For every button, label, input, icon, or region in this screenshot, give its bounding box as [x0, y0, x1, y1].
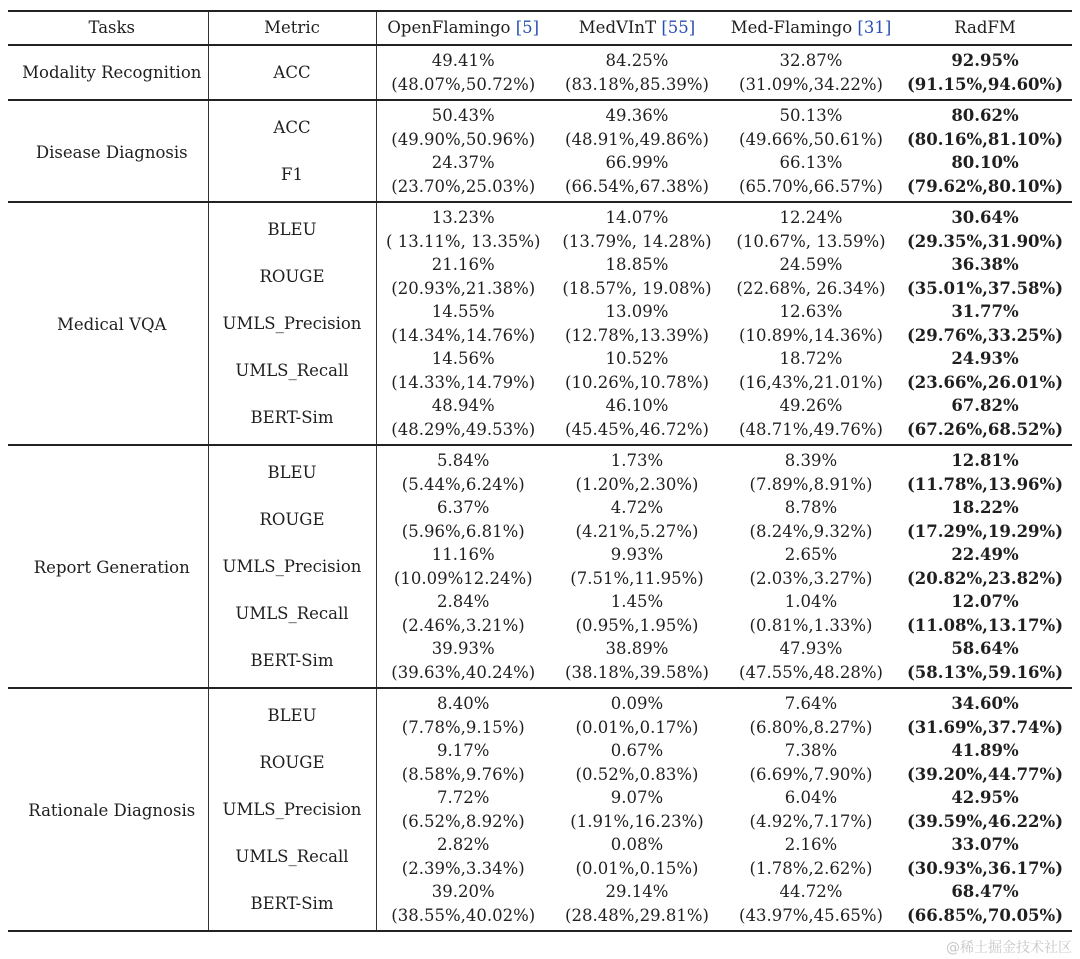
confidence-interval: (5.96%,6.81%): [401, 521, 525, 541]
citation-link[interactable]: [5]: [515, 18, 540, 38]
confidence-interval: (48.71%,49.76%): [739, 419, 883, 439]
value-cell: [376, 253, 550, 300]
task-group: [8, 688, 1072, 931]
value-cell: [724, 394, 898, 445]
confidence-interval: (7.51%,11.95%): [570, 568, 704, 588]
task-group: [8, 202, 1072, 445]
score-value: 48.94%: [431, 396, 495, 415]
score-value: 39.20%: [431, 882, 495, 901]
confidence-interval: (65.70%,66.57%): [739, 176, 883, 196]
value-cell: [724, 202, 898, 253]
score-value: 18.72%: [779, 349, 843, 368]
value-cell: [550, 496, 724, 543]
confidence-interval: (12.78%,13.39%): [565, 325, 709, 345]
score-value: 49.41%: [431, 51, 495, 70]
score-value: 12.24%: [779, 208, 843, 227]
value-cell: [376, 202, 550, 253]
score-value: 92.95%: [951, 51, 1019, 70]
value-cell: [724, 833, 898, 880]
value-cell: [376, 394, 550, 445]
score-value: 46.10%: [605, 396, 669, 415]
value-cell: [724, 786, 898, 833]
confidence-interval: (7.78%,9.15%): [401, 717, 525, 737]
confidence-interval: (5.44%,6.24%): [401, 474, 525, 494]
score-value: 50.13%: [779, 106, 843, 125]
value-cell: [376, 100, 550, 151]
task-group: [8, 45, 1072, 100]
confidence-interval: (1.20%,2.30%): [575, 474, 699, 494]
confidence-interval: (2.46%,3.21%): [401, 615, 525, 635]
value-cell: [898, 543, 1072, 590]
score-value: 12.63%: [779, 302, 843, 321]
score-value: 24.93%: [951, 349, 1019, 368]
confidence-interval: (29.76%,33.25%): [906, 325, 1064, 345]
score-value: 13.09%: [605, 302, 669, 321]
metric-name: BLEU: [208, 202, 376, 253]
score-value: 2.84%: [437, 592, 490, 611]
value-cell: [898, 786, 1072, 833]
value-cell: [724, 637, 898, 688]
score-value: 18.85%: [605, 255, 669, 274]
score-value: 44.72%: [779, 882, 843, 901]
confidence-interval: (14.33%,14.79%): [391, 372, 536, 392]
score-value: 24.59%: [779, 255, 843, 274]
watermark: @稀土掘金技术社区: [946, 940, 1072, 956]
results-table: [8, 10, 1072, 932]
value-cell: [898, 496, 1072, 543]
value-cell: [724, 543, 898, 590]
confidence-interval: (6.52%,8.92%): [401, 811, 525, 831]
score-value: 31.77%: [951, 302, 1019, 321]
value-cell: [724, 688, 898, 739]
value-cell: [724, 739, 898, 786]
confidence-interval: (8.58%,9.76%): [401, 764, 525, 784]
confidence-interval: (29.35%,31.90%): [906, 231, 1064, 251]
score-value: 0.67%: [610, 741, 664, 760]
value-cell: [724, 100, 898, 151]
score-value: 30.64%: [951, 208, 1019, 227]
value-cell: [550, 347, 724, 394]
header-model-openflamingo: [376, 11, 550, 45]
value-cell: [550, 833, 724, 880]
score-value: 49.26%: [779, 396, 843, 415]
confidence-interval: (67.26%,68.52%): [906, 419, 1064, 439]
score-value: 66.99%: [605, 153, 669, 172]
score-value: 7.64%: [784, 694, 838, 713]
score-value: 14.55%: [431, 302, 495, 321]
score-value: 2.16%: [784, 835, 838, 854]
confidence-interval: (45.45%,46.72%): [565, 419, 709, 439]
confidence-interval: (22.68%, 26.34%): [736, 278, 886, 298]
header-model-radfm: [898, 11, 1072, 45]
value-cell: [724, 590, 898, 637]
value-cell: [376, 688, 550, 739]
value-cell: [550, 151, 724, 202]
confidence-interval: (49.66%,50.61%): [739, 129, 883, 149]
table-row: [8, 100, 1072, 151]
score-value: 11.16%: [431, 545, 495, 564]
score-value: 66.13%: [779, 153, 843, 172]
score-value: 80.10%: [951, 153, 1019, 172]
value-cell: [898, 151, 1072, 202]
value-cell: [898, 394, 1072, 445]
value-cell: [376, 833, 550, 880]
metric-name: ACC: [208, 100, 376, 151]
confidence-interval: (66.54%,67.38%): [565, 176, 709, 196]
metric-name: UMLS_Recall: [208, 347, 376, 394]
confidence-interval: (0.52%,0.83%): [575, 764, 699, 784]
metric-name: ACC: [208, 45, 376, 100]
score-value: 36.38%: [951, 255, 1019, 274]
score-value: 9.07%: [610, 788, 664, 807]
header-tasks: Tasks: [8, 11, 208, 45]
metric-name: ROUGE: [208, 496, 376, 543]
confidence-interval: (66.85%,70.05%): [906, 905, 1064, 925]
confidence-interval: (38.55%,40.02%): [391, 905, 536, 925]
score-value: 13.23%: [431, 208, 495, 227]
task-name: Medical VQA: [8, 202, 208, 445]
confidence-interval: (35.01%,37.58%): [906, 278, 1064, 298]
value-cell: [376, 151, 550, 202]
score-value: 47.93%: [779, 639, 843, 658]
metric-name: BERT-Sim: [208, 637, 376, 688]
metric-name: F1: [208, 151, 376, 202]
value-cell: [550, 880, 724, 931]
value-cell: [550, 590, 724, 637]
score-value: 0.08%: [610, 835, 664, 854]
score-value: 50.43%: [431, 106, 495, 125]
value-cell: [724, 300, 898, 347]
value-cell: [550, 300, 724, 347]
confidence-interval: ( 13.11%, 13.35%): [386, 231, 541, 251]
metric-name: UMLS_Recall: [208, 833, 376, 880]
value-cell: [898, 880, 1072, 931]
value-cell: [550, 739, 724, 786]
value-cell: [376, 786, 550, 833]
confidence-interval: (2.03%,3.27%): [749, 568, 873, 588]
value-cell: [550, 45, 724, 100]
model-name: OpenFlamingo: [387, 18, 511, 38]
metric-name: UMLS_Recall: [208, 590, 376, 637]
score-value: 5.84%: [437, 451, 490, 470]
value-cell: [376, 445, 550, 496]
confidence-interval: (0.95%,1.95%): [575, 615, 699, 635]
score-value: 9.17%: [437, 741, 490, 760]
confidence-interval: (28.48%,29.81%): [565, 905, 709, 925]
header-row: [8, 11, 1072, 45]
score-value: 0.09%: [610, 694, 664, 713]
confidence-interval: (10.89%,14.36%): [739, 325, 883, 345]
metric-name: BERT-Sim: [208, 394, 376, 445]
score-value: 21.16%: [431, 255, 495, 274]
citation-link[interactable]: [31]: [857, 18, 892, 38]
confidence-interval: (20.93%,21.38%): [391, 278, 536, 298]
score-value: 10.52%: [605, 349, 669, 368]
confidence-interval: (13.79%, 14.28%): [562, 231, 712, 251]
value-cell: [550, 786, 724, 833]
confidence-interval: (80.16%,81.10%): [906, 129, 1064, 149]
value-cell: [550, 253, 724, 300]
value-cell: [724, 880, 898, 931]
task-group: [8, 445, 1072, 688]
score-value: 84.25%: [605, 51, 669, 70]
metric-name: UMLS_Precision: [208, 786, 376, 833]
confidence-interval: (18.57%, 19.08%): [562, 278, 712, 298]
value-cell: [898, 45, 1072, 100]
metric-name: BLEU: [208, 688, 376, 739]
value-cell: [898, 253, 1072, 300]
value-cell: [376, 637, 550, 688]
value-cell: [898, 637, 1072, 688]
confidence-interval: (6.80%,8.27%): [749, 717, 873, 737]
model-name: MedVInT: [578, 18, 657, 38]
confidence-interval: (79.62%,80.10%): [906, 176, 1064, 196]
score-value: 7.72%: [437, 788, 490, 807]
citation-link[interactable]: [55]: [661, 18, 696, 38]
metric-name: ROUGE: [208, 253, 376, 300]
confidence-interval: (14.34%,14.76%): [391, 325, 536, 345]
header-model-medflamingo: [724, 11, 898, 45]
confidence-interval: (30.93%,36.17%): [906, 858, 1064, 878]
score-value: 67.82%: [951, 396, 1019, 415]
value-cell: [898, 688, 1072, 739]
score-value: 2.82%: [437, 835, 490, 854]
header-metric: Metric: [208, 11, 376, 45]
score-value: 68.47%: [951, 882, 1019, 901]
table-row: [8, 202, 1072, 253]
confidence-interval: (83.18%,85.39%): [565, 74, 709, 94]
task-name: Modality Recognition: [8, 45, 208, 100]
confidence-interval: (11.08%,13.17%): [906, 615, 1064, 635]
score-value: 1.73%: [610, 451, 664, 470]
confidence-interval: (10.26%,10.78%): [565, 372, 709, 392]
score-value: 1.45%: [610, 592, 664, 611]
score-value: 42.95%: [951, 788, 1019, 807]
metric-name: UMLS_Precision: [208, 543, 376, 590]
table-row: [8, 45, 1072, 100]
metric-name: ROUGE: [208, 739, 376, 786]
confidence-interval: (58.13%,59.16%): [906, 662, 1064, 682]
confidence-interval: (23.70%,25.03%): [391, 176, 536, 196]
confidence-interval: (49.90%,50.96%): [391, 129, 536, 149]
score-value: 41.89%: [951, 741, 1019, 760]
confidence-interval: (1.91%,16.23%): [570, 811, 704, 831]
score-value: 7.38%: [784, 741, 838, 760]
confidence-interval: (48.29%,49.53%): [391, 419, 536, 439]
confidence-interval: (47.55%,48.28%): [739, 662, 883, 682]
confidence-interval: (43.97%,45.65%): [739, 905, 883, 925]
value-cell: [724, 253, 898, 300]
score-value: 58.64%: [951, 639, 1019, 658]
score-value: 8.78%: [784, 498, 838, 517]
score-value: 49.36%: [605, 106, 669, 125]
value-cell: [376, 347, 550, 394]
table-row: [8, 688, 1072, 739]
value-cell: [898, 445, 1072, 496]
score-value: 14.07%: [605, 208, 669, 227]
confidence-interval: (48.07%,50.72%): [391, 74, 536, 94]
score-value: 2.65%: [784, 545, 838, 564]
value-cell: [724, 347, 898, 394]
task-name: Disease Diagnosis: [8, 100, 208, 202]
score-value: 33.07%: [951, 835, 1019, 854]
value-cell: [376, 496, 550, 543]
confidence-interval: (11.78%,13.96%): [906, 474, 1064, 494]
confidence-interval: (10.67%, 13.59%): [736, 231, 886, 251]
score-value: 6.37%: [437, 498, 490, 517]
value-cell: [550, 543, 724, 590]
value-cell: [898, 739, 1072, 786]
confidence-interval: (39.63%,40.24%): [391, 662, 536, 682]
confidence-interval: (0.01%,0.17%): [575, 717, 699, 737]
value-cell: [376, 880, 550, 931]
value-cell: [376, 45, 550, 100]
value-cell: [376, 543, 550, 590]
value-cell: [724, 151, 898, 202]
value-cell: [550, 637, 724, 688]
score-value: 12.81%: [951, 451, 1019, 470]
metric-name: UMLS_Precision: [208, 300, 376, 347]
value-cell: [550, 688, 724, 739]
score-value: 22.49%: [951, 545, 1019, 564]
value-cell: [898, 347, 1072, 394]
value-cell: [898, 100, 1072, 151]
confidence-interval: (38.18%,39.58%): [565, 662, 709, 682]
confidence-interval: (48.91%,49.86%): [565, 129, 709, 149]
value-cell: [550, 445, 724, 496]
confidence-interval: (31.69%,37.74%): [906, 717, 1064, 737]
score-value: 18.22%: [951, 498, 1019, 517]
model-name: RadFM: [954, 18, 1016, 38]
score-value: 39.93%: [431, 639, 495, 658]
score-value: 80.62%: [951, 106, 1019, 125]
confidence-interval: (17.29%,19.29%): [906, 521, 1064, 541]
confidence-interval: (4.21%,5.27%): [575, 521, 699, 541]
score-value: 1.04%: [784, 592, 838, 611]
confidence-interval: (2.39%,3.34%): [401, 858, 525, 878]
score-value: 8.40%: [437, 694, 490, 713]
confidence-interval: (10.09%12.24%): [393, 568, 533, 588]
value-cell: [550, 100, 724, 151]
confidence-interval: (23.66%,26.01%): [906, 372, 1064, 392]
task-name: Report Generation: [8, 445, 208, 688]
value-cell: [724, 496, 898, 543]
score-value: 4.72%: [610, 498, 664, 517]
confidence-interval: (4.92%,7.17%): [749, 811, 873, 831]
score-value: 14.56%: [431, 349, 495, 368]
confidence-interval: (39.20%,44.77%): [906, 764, 1064, 784]
value-cell: [550, 394, 724, 445]
table-header: [8, 11, 1072, 45]
confidence-interval: (31.09%,34.22%): [739, 74, 883, 94]
metric-name: BERT-Sim: [208, 880, 376, 931]
confidence-interval: (20.82%,23.82%): [906, 568, 1064, 588]
model-name: Med-Flamingo: [730, 18, 853, 38]
value-cell: [898, 833, 1072, 880]
value-cell: [376, 739, 550, 786]
value-cell: [898, 202, 1072, 253]
value-cell: [898, 300, 1072, 347]
value-cell: [724, 45, 898, 100]
score-value: 12.07%: [951, 592, 1019, 611]
confidence-interval: (7.89%,8.91%): [749, 474, 873, 494]
score-value: 38.89%: [605, 639, 669, 658]
score-value: 32.87%: [779, 51, 843, 70]
confidence-interval: (39.59%,46.22%): [906, 811, 1064, 831]
value-cell: [898, 590, 1072, 637]
score-value: 24.37%: [431, 153, 495, 172]
metric-name: BLEU: [208, 445, 376, 496]
score-value: 6.04%: [784, 788, 838, 807]
confidence-interval: (8.24%,9.32%): [749, 521, 873, 541]
value-cell: [376, 300, 550, 347]
confidence-interval: (0.81%,1.33%): [749, 615, 873, 635]
score-value: 8.39%: [784, 451, 838, 470]
score-value: 9.93%: [610, 545, 664, 564]
confidence-interval: (6.69%,7.90%): [749, 764, 873, 784]
task-group: [8, 100, 1072, 202]
table-row: [8, 445, 1072, 496]
value-cell: [724, 445, 898, 496]
value-cell: [550, 202, 724, 253]
confidence-interval: (16,43%,21.01%): [739, 372, 883, 392]
header-model-medvint: [550, 11, 724, 45]
confidence-interval: (91.15%,94.60%): [906, 74, 1064, 94]
task-name: Rationale Diagnosis: [8, 688, 208, 931]
score-value: 34.60%: [951, 694, 1019, 713]
confidence-interval: (1.78%,2.62%): [749, 858, 873, 878]
score-value: 29.14%: [605, 882, 669, 901]
value-cell: [376, 590, 550, 637]
confidence-interval: (0.01%,0.15%): [575, 858, 699, 878]
